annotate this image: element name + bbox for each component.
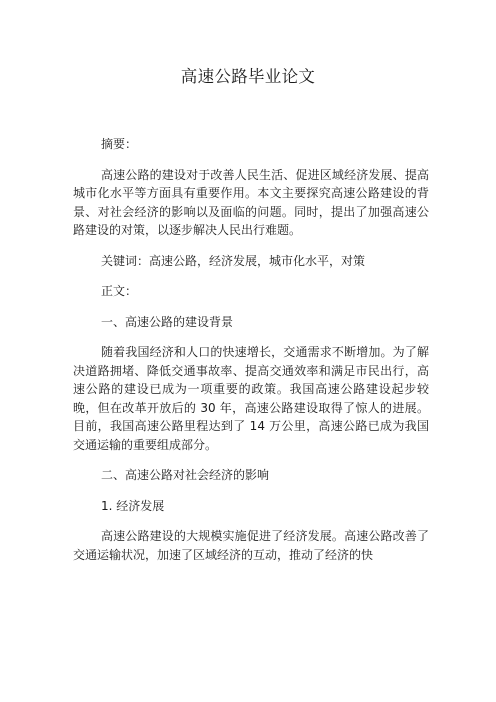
keywords: 关键词：高速公路，经济发展，城市化水平，对策	[101, 253, 366, 268]
body-label: 正文：	[101, 284, 138, 298]
subsection-1-heading: 1. 经济发展	[101, 498, 165, 513]
document-body	[73, 135, 429, 576]
section-2-heading: 二、高速公路对社会经济的影响	[101, 468, 270, 482]
section-1-heading: 一、高速公路的建设背景	[101, 314, 234, 329]
document-title: 高速公路毕业论文	[180, 67, 316, 86]
subsection-1-text: 高速公路建设的大规模实施促进了经济发展。高速公路改善了交通运输状况，加速了区域经济的互动，推动了经济的快	[73, 529, 429, 562]
abstract-text: 高速公路的建设对于改善人民生活、促进区域经济发展、提高城市化水平等方面具有重要作用。本文主要探究高速公路建设的背景、对社会经济的影响以及面临的问题。同时，提出了加强高速公路建设的对策，以逐步解决人民出行难题。	[73, 167, 429, 237]
abstract-label: 摘要：	[101, 137, 138, 151]
section-1-text: 随着我国经济和人口的快速增长，交通需求不断增加。为了解决道路拥堵、降低交通事故率、提高交通效率和满足市民出行，高速公路的建设已成为一项重要的政策。我国高速公路建设起步较晚，但在改革开放后的 30 年，高速公路建设取得了惊人的进展。目前，我国高速公路里程达到了 14 万公里，高速公路已成为我国交通运输的重要组成部分。	[73, 345, 429, 452]
